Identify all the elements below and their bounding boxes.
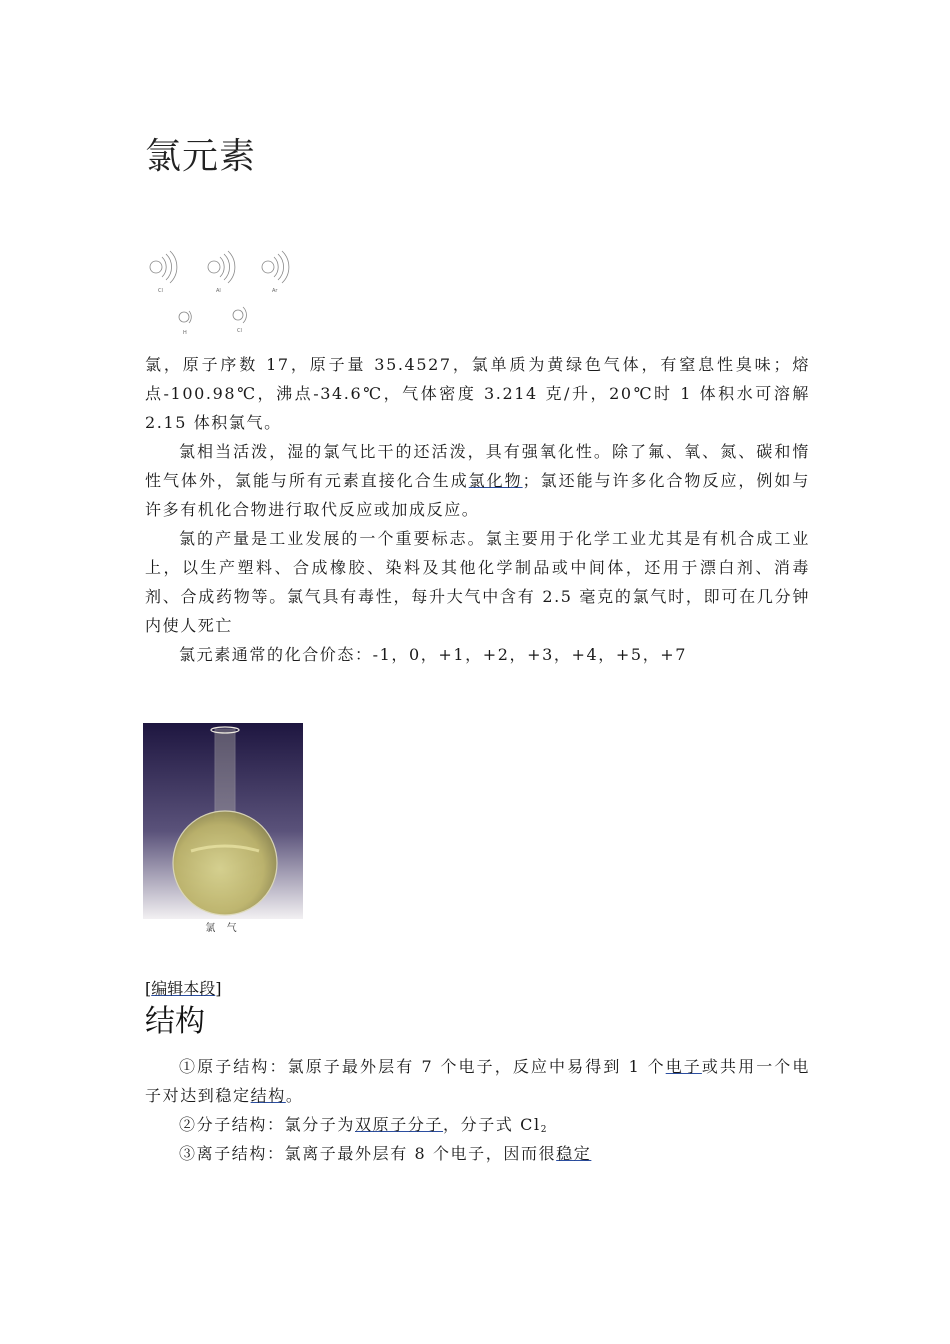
flask-caption: 氯 气 [205,923,241,934]
page-title: 氯元素 [145,136,257,177]
structure-link[interactable]: 结构 [250,1086,286,1105]
reactivity-text-a: 氯相当活泼，湿的氯气比干的还活泼，具有强氧化性。除了氟、氧、氮、碳和惰性气体外，氯能与所有元素直接化合生成 [145,442,810,490]
chloride-ion-diagram [233,307,246,323]
stable-link[interactable]: 稳定 [556,1144,592,1163]
section-heading: 结构 [145,1004,205,1039]
atomic-text-b: 或共用一个电子对达到稳定 [145,1057,810,1105]
svg-text:H: H [183,330,187,336]
molecular-formula: ，分子式 Cl [443,1115,541,1134]
atomic-structure-item [145,1052,810,1110]
svg-text:Ar: Ar [272,288,278,294]
atomic-text-a: ①原子结构：氯原子最外层有 7 个电子，反应中易得到 1 个 [179,1057,666,1076]
svg-text:Al: Al [216,288,221,294]
ionic-structure-item [145,1139,810,1168]
diatomic-molecule-link[interactable]: 双原子分子 [355,1115,444,1134]
molecular-text-a: ②分子结构：氯分子为 [179,1115,356,1134]
electron-link[interactable]: 电子 [665,1057,702,1076]
industry-paragraph: 氯的产量是工业发展的一个重要标志。氯主要用于化学工业尤其是有机合成工业上，以生产塑料、合成橡胶、染料及其他化学制品或中间体，还用于漂白剂、消毒剂、合成药物等。氯气具有毒性，每升大气中含有 2.5 毫克的氯气时，即可在几分钟内使人死亡 [145,529,810,635]
edit-bracket-close: ] [215,979,222,998]
svg-text:Cl: Cl [237,328,242,334]
svg-text:Cl: Cl [158,288,163,294]
chlorine-gas-figure [143,723,303,943]
argon-atom-diagram [262,251,289,283]
edit-bracket-open: [ [145,979,152,998]
valence-paragraph: 氯元素通常的化合价态：-1，0，+1，+2，+3，+4，+5，+7 [179,645,688,664]
atomic-text-c: 。 [285,1086,304,1105]
reactivity-text-b: ；氯还能与许多化合物反应，例如与许多有机化合物进行取代反应或加成反应。 [145,471,810,519]
intro-paragraph: 氯，原子序数 17，原子量 35.4527，氯单质为黄绿色气体，有窒息性臭味；熔点-100.98℃，沸点-34.6℃，气体密度 3.214 克/升，20℃时 1 体积水可溶解 2.15 体积氯气。 [145,355,810,432]
chlorine-atom-diagram [150,251,177,283]
chlorine-flask-image [143,723,303,919]
hydrogen-atom-diagram [179,311,191,323]
atomic-structure-diagrams [144,248,296,336]
formula-subscript: 2 [540,1125,549,1135]
aluminum-atom-diagram [208,251,235,283]
reactivity-paragraph [145,437,810,524]
edit-section-label[interactable]: 编辑本段 [151,979,216,998]
ionic-text-a: ③离子结构：氯离子最外层有 8 个电子，因而很 [179,1144,557,1163]
chloride-link[interactable]: 氯化物 [468,471,523,490]
